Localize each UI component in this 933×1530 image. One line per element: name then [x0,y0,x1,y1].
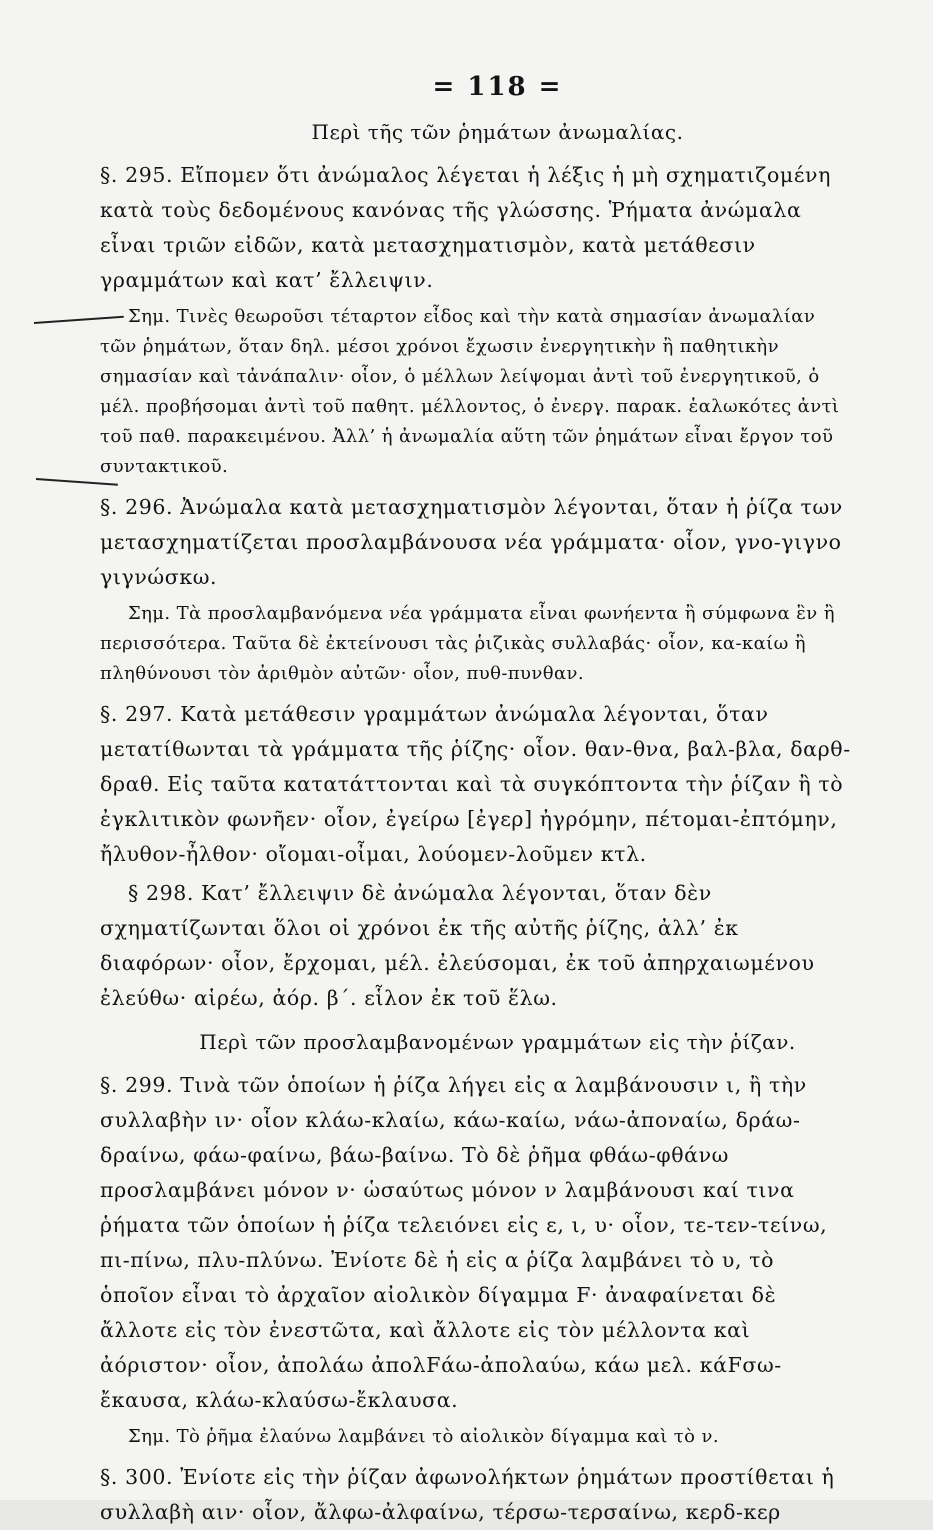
paragraph-296: §. 296. Ἀνώμαλα κατὰ μετασχηματισμὸν λέγονται, ὅταν ἡ ῥίζα των μετασχηματίζεται προσλαμβάνουσα νέα γράμματα· οἷον, γνο-γιγνο γιγνώσκω. [100,495,843,589]
note-299: Σημ. Τὸ ῥῆμα ἐλαύνω λαμβάνει τὸ αἰολικὸν δίγαμμα καὶ τὸ ν. [128,1426,719,1447]
paragraph-298: § 298. Κατ’ ἔλλειψιν δὲ ἀνώμαλα λέγονται, ὅταν δὲν σχηματίζωνται ὅλοι οἱ χρόνοι ἐκ τῆς αὐτῆς ῥίζης, ἀλλ’ ἐκ διαφόρων· οἷον, ἔρχομαι, μέλ. ἐλεύσομαι, ἐκ τοῦ ἀπηρχαιωμένου ἐλεύθω· αἱρέω, ἀόρ. β΄. εἷλον ἐκ τοῦ ἕλω. [100,881,815,1010]
section-heading-irregular-verbs: Περὶ τῆς τῶν ῥημάτων ἀνωμαλίας. [311,120,684,144]
section-heading-added-letters: Περὶ τῶν προσλαμβανομένων γραμμάτων εἰς τὴν ῥίζαν. [199,1030,796,1054]
paragraph-295: §. 295. Εἴπομεν ὅτι ἀνώμαλος λέγεται ἡ λέξις ἡ μὴ σχηματιζομένη κατὰ τοὺς δεδομένους κανόνας τῆς γλώσσης. Ῥήματα ἀνώμαλα εἶναι τριῶν εἰδῶν, κατὰ μετασχηματισμὸν, κατὰ μετάθεσιν γραμμάτων καὶ κατ’ ἔλλειψιν. [100,163,832,292]
paragraph-300: §. 300. Ἐνίοτε εἰς τὴν ῥίζαν ἀφωνολήκτων ῥημάτων προστίθεται ἡ συλλαβὴ αιν· οἷον, ἄλφω-ἀλφαίνω, τέρσω-τερσαίνω, κερδ-κερ [100,1465,835,1524]
page-number: = 118 = [432,72,563,102]
paragraph-297: §. 297. Κατὰ μετάθεσιν γραμμάτων ἀνώμαλα λέγονται, ὅταν μετατίθωνται τὰ γράμματα τῆς ῥίζης· οἷον. θαν-θνα, βαλ-βλα, δαρθ-δραθ. Εἰς ταῦτα κατατάττονται καὶ τὰ συγκόπτοντα τὴν ῥίζαν ἢ τὸ ἐγκλιτικὸν φωνῆεν· οἷον, ἐγείρω [ἐγερ] ἠγρόμην, πέτομαι-ἐπτόμην, ἤλυθον-ἦλθον· οἴομαι-οἶμαι, λούομεν-λοῦμεν κτλ. [100,702,851,866]
paragraph-299: §. 299. Τινὰ τῶν ὁποίων ἡ ῥίζα λήγει εἰς α λαμβάνουσιν ι, ἢ τὴν συλλαβὴν ιν· οἷον κλάω-κλαίω, κάω-καίω, νάω-ἀποναίω, δράω-δραίνω, φάω-φαίνω, βάω-βαίνω. Τὸ δὲ ῥῆμα φθάω-φθάνω προσλαμβάνει μόνον ν· ὡσαύτως μόνον ν λαμβάνουσι καί τινα ῥήματα τῶν ὁποίων ἡ ῥίζα τελειόνει εἰς ε, ι, υ· οἷον, τε-τεν-τείνω, πι-πίνω, πλυ-πλύνω. Ἐνίοτε δὲ ἡ εἰς α ῥίζα λαμβάνει τὸ υ, τὸ ὁποῖον εἶναι τὸ ἀρχαῖον αἰολικὸν δίγαμμα F· ἀναφαίνεται δὲ ἄλλοτε εἰς τὸν ἐνεστῶτα, καὶ ἄλλοτε εἰς τὸν μέλλοντα καὶ ἀόριστον· οἷον, ἀπολάω ἀπολFάω-ἀπολαύω, κάω μελ. κάFσω-ἔκαυσα, κλάω-κλαύσω-ἔκλαυσα. [100,1073,828,1412]
note-296: Σημ. Τὰ προσλαμβανόμενα νέα γράμματα εἶναι φωνήεντα ἢ σύμφωνα ἓν ἢ περισσότερα. Ταῦτα δὲ ἐκτείνουσι τὰς ῥιζικὰς συλλαβάς· οἷον, κα-καίω ἢ πληθύνουσι τὸν ἀριθμὸν αὐτῶν· οἷον, πυθ-πυνθαν. [100,603,835,684]
note-295: Σημ. Τινὲς θεωροῦσι τέταρτον εἶδος καὶ τὴν κατὰ σημασίαν ἀνωμαλίαν τῶν ῥημάτων, ὅταν δηλ. μέσοι χρόνοι ἔχωσιν ἐνεργητικὴν ἢ παθητικὴν σημασίαν καὶ τἀνάπαλιν· οἷον, ὁ μέλλων λείψομαι ἀντὶ τοῦ ἐνεργητικοῦ, ὁ μέλ. προβήσομαι ἀντὶ τοῦ παθητ. μέλλοντος, ὁ ἐνεργ. παρακ. ἑαλωκότες ἀντὶ τοῦ παθ. παρακειμένου. Ἀλλ’ ἡ ἀνωμαλία αὕτη τῶν ῥημάτων εἶναι ἔργον τοῦ συντακτικοῦ. [100,306,840,477]
